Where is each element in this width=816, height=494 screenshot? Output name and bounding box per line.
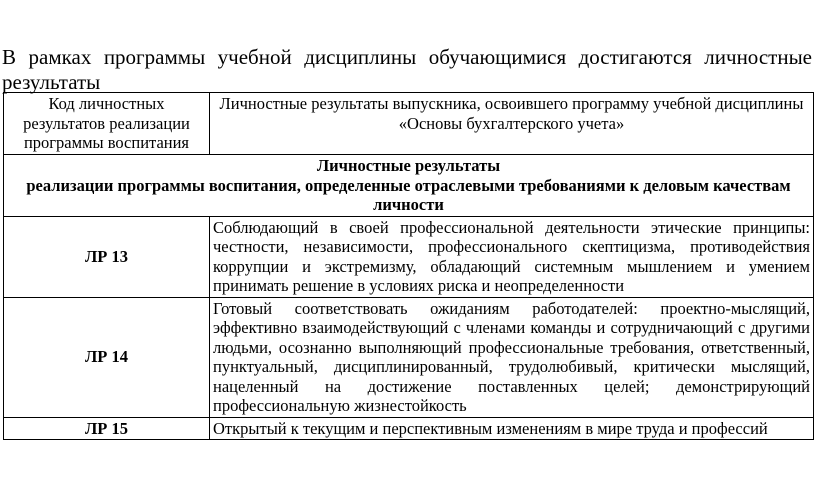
table-row (4, 216, 814, 297)
personal-results-table (3, 92, 814, 440)
intro-paragraph: В рамках программы учебной дисциплины обучающимися достигаются личностные результаты (2, 45, 812, 94)
result-description-cell: Готовый соответствовать ожиданиям работодателей: проектно-мыслящий, эффективно взаимодействующий с членами команды и сотрудничающий с другими людьми, осознанно выполняющий профессиональные требования, ответственный, пунктуальный, дисциплинированный, трудолюбивый, критически мыслящий, нацеленный на достижение поставленных целей; демонстрирующий профессиональную жизнестойкость (210, 297, 814, 417)
section-heading-line2: реализации программы воспитания, определенные отраслевыми требованиями к деловым качествам личности (26, 175, 791, 214)
table-header-row (4, 93, 814, 155)
result-code-cell: ЛР 14 (4, 297, 210, 417)
result-description-cell: Открытый к текущим и перспективным изменениям в мире труда и профессий (210, 417, 814, 440)
header-results-cell: Личностные результаты выпускника, освоившего программу учебной дисциплины «Основы бухгалтерского учета» (210, 93, 814, 155)
section-row (4, 155, 814, 217)
result-code-cell: ЛР 15 (4, 417, 210, 440)
section-heading-line1: Личностные результаты (316, 156, 501, 175)
section-heading-cell (4, 155, 814, 217)
table-row (4, 297, 814, 417)
header-code-cell: Код личностных результатов реализации программы воспитания (4, 93, 210, 155)
result-description-cell: Соблюдающий в своей профессиональной деятельности этические принципы: честности, независимости, профессионального скептицизма, противодействия коррупции и экстремизму, обладающий системным мышлением и умением принимать решение в условиях риска и неопределенности (210, 216, 814, 297)
result-code-cell: ЛР 13 (4, 216, 210, 297)
table-row (4, 417, 814, 440)
